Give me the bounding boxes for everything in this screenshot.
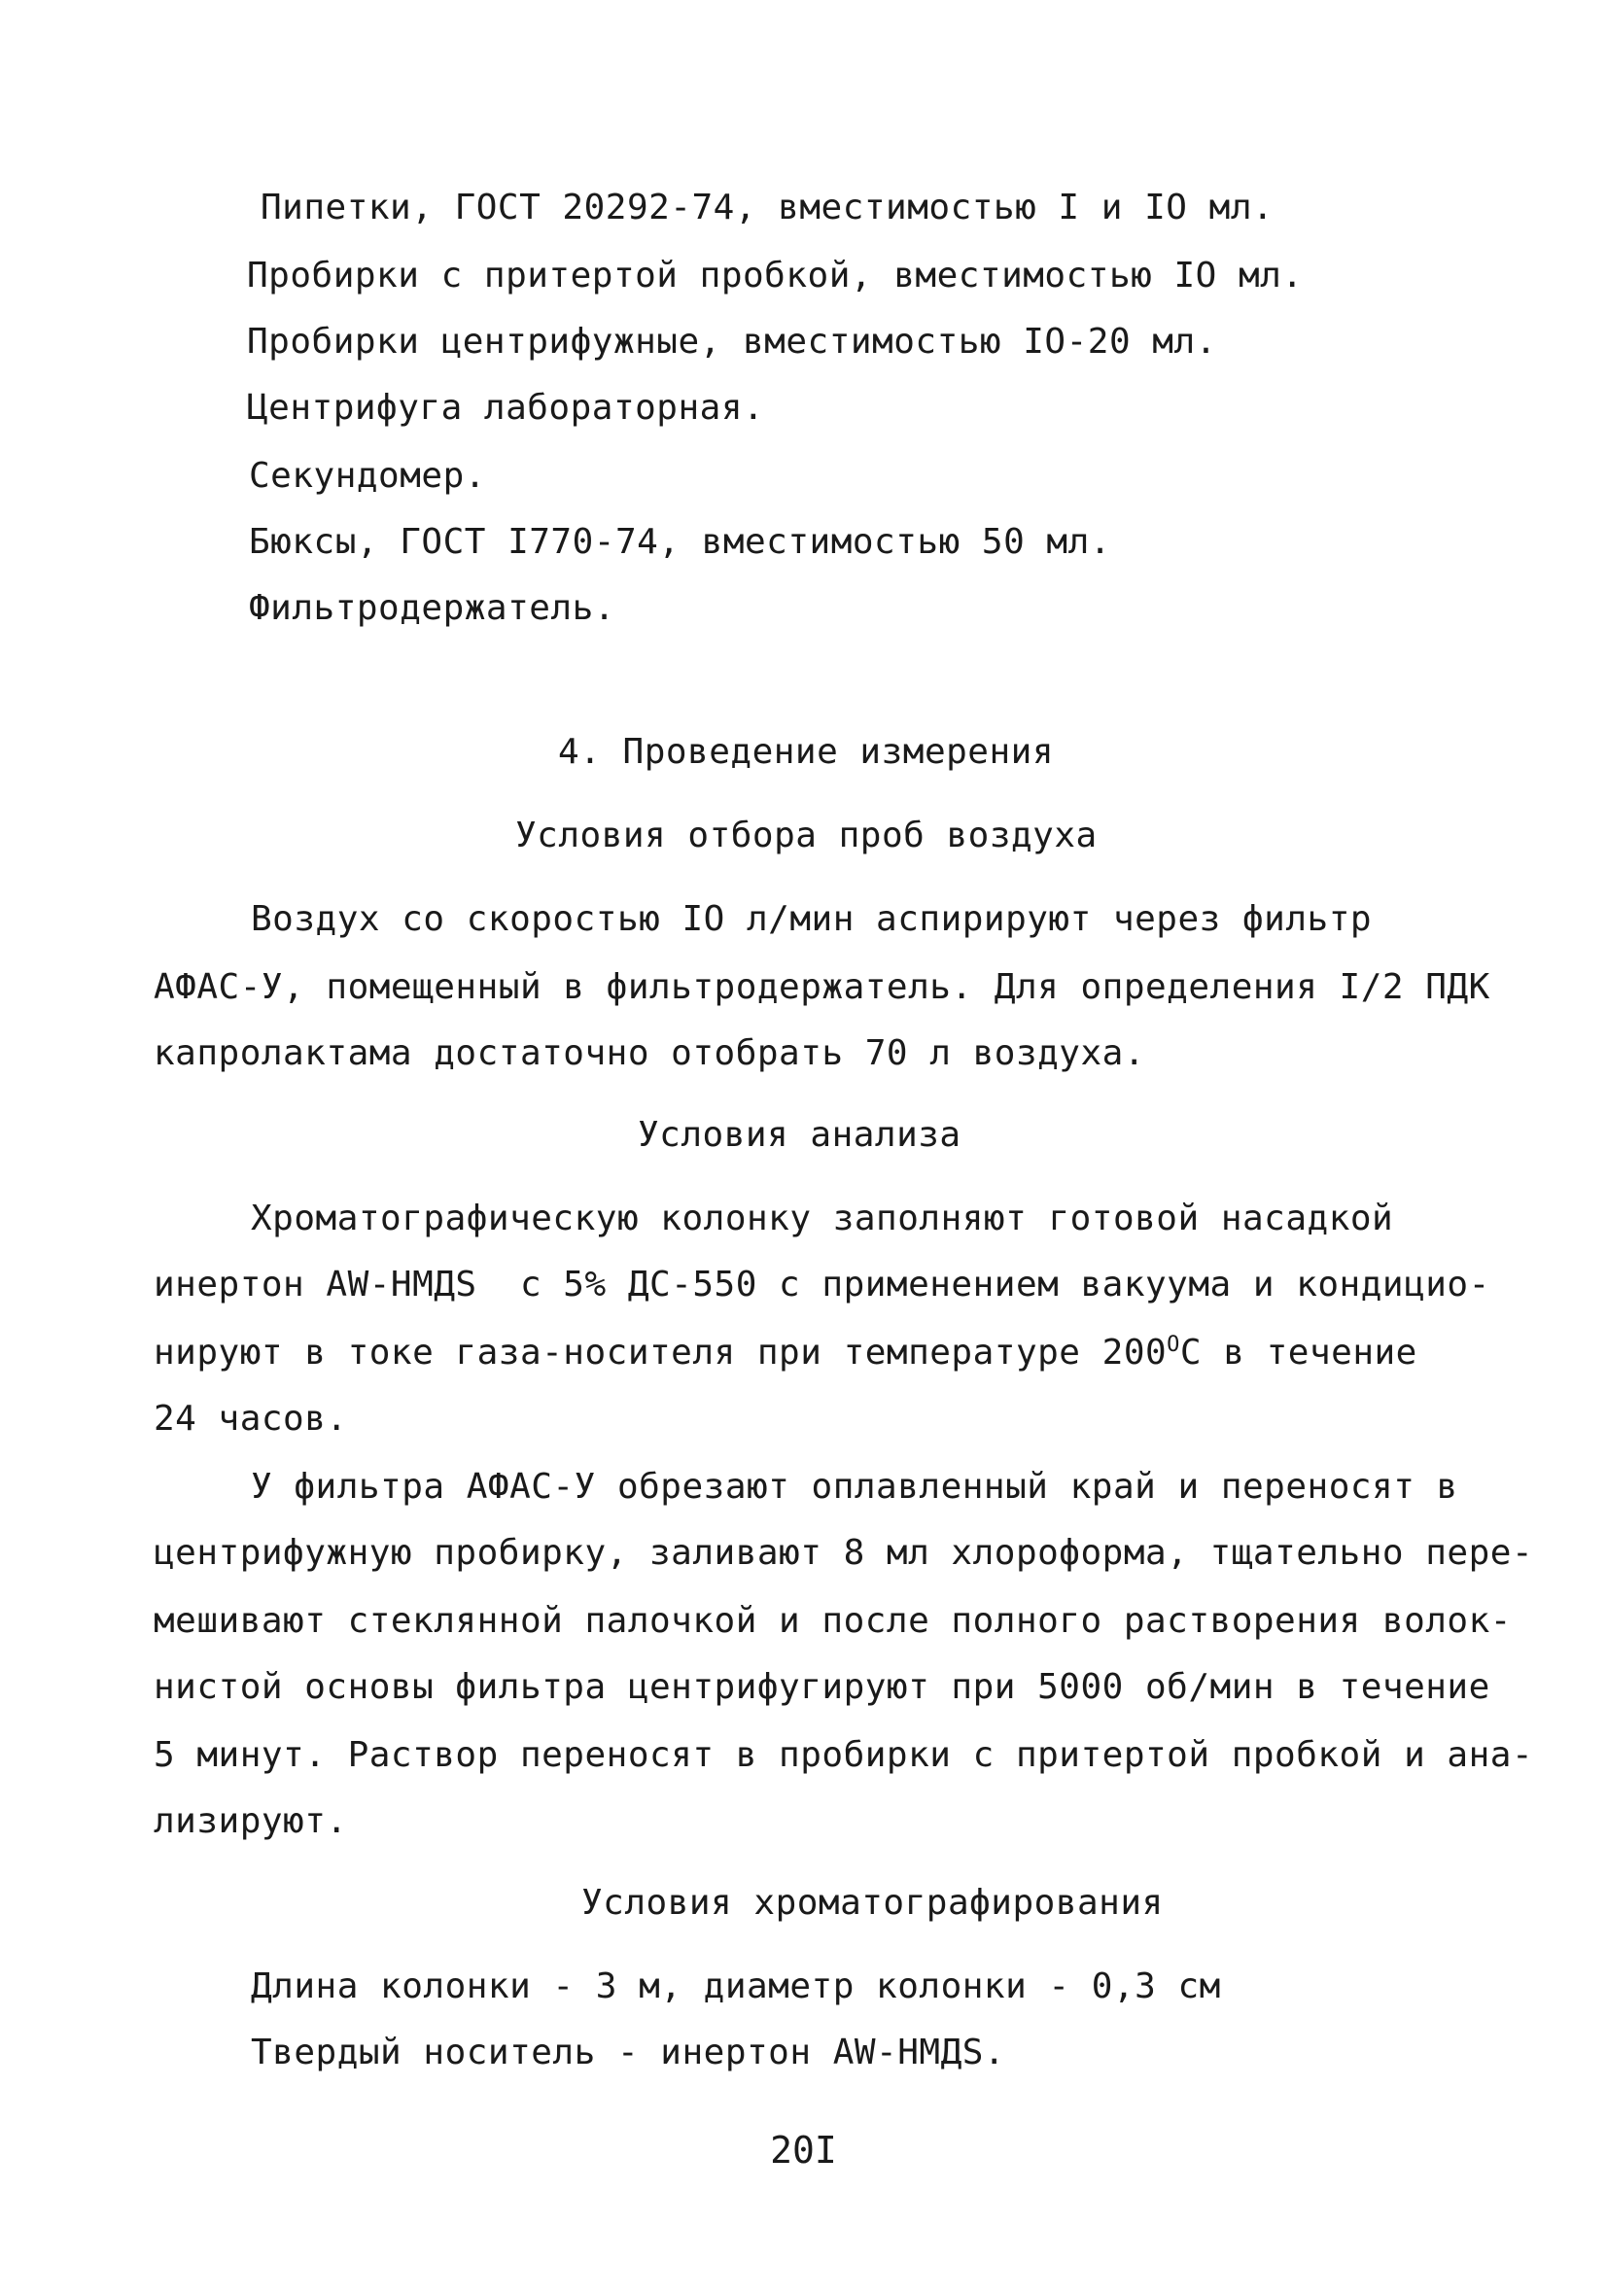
paragraph-line: лизируют. (154, 1801, 348, 1841)
chromatography-heading: Условия хроматографирования (581, 1883, 1164, 1923)
page-number: 20I (770, 2129, 837, 2172)
equipment-item: Центрифуга лабораторная. (247, 388, 765, 428)
paragraph-line: центрифужную пробирку, заливают 8 мл хлороформа, тщательно пере- (154, 1533, 1534, 1573)
paragraph-line: 5 минут. Раствор переносят в пробирки с притертой пробкой и ана- (154, 1735, 1534, 1775)
sampling-heading: Условия отбора проб воздуха (515, 816, 1098, 855)
paragraph-line: У фильтра АФАС-У обрезают оплавленный край и переносят в (251, 1467, 1458, 1507)
paragraph-line: мешивают стеклянной палочкой и после полного растворения волок- (154, 1601, 1512, 1641)
degree-sign: O (1167, 1333, 1180, 1357)
section-title: 4. Проведение измерения (558, 732, 1054, 772)
equipment-item: Фильтродержатель. (249, 588, 615, 628)
paragraph-line: Воздух со скоростью IO л/мин аспирируют через фильтр (251, 899, 1373, 939)
paragraph-line: Длина колонки - 3 м, диаметр колонки - 0,3 см (251, 1966, 1221, 2006)
paragraph-line: инертон AW-HMДS с 5% ДС-550 с применением вакуума и кондицио- (154, 1265, 1490, 1305)
equipment-item: Секундомер. (249, 456, 486, 496)
paragraph-line (154, 1332, 1417, 1374)
equipment-item: Пробирки центрифужные, вместимостью IO-20 мл. (247, 322, 1217, 362)
equipment-item: Пипетки, ГОСТ 20292-74, вместимостью I и IO мл. (261, 188, 1275, 227)
paragraph-line: нистой основы фильтра центрифугируют при 5000 об/мин в течение (154, 1667, 1490, 1707)
paragraph-line: Твердый носитель - инертон AW-HMДS. (251, 2033, 1006, 2072)
temperature-text: нируют в токе газа-носителя при температуре 200 (154, 1333, 1168, 1373)
analysis-heading: Условия анализа (638, 1115, 961, 1155)
paragraph-line: АФАС-У, помещенный в фильтродержатель. Для определения I/2 ПДК (154, 967, 1490, 1007)
temperature-tail: C в течение (1179, 1333, 1417, 1373)
paragraph-line: 24 часов. (154, 1399, 348, 1439)
equipment-item: Пробирки с притертой пробкой, вместимостью IO мл. (247, 256, 1304, 296)
equipment-item: Бюксы, ГОСТ I770-74, вместимостью 50 мл. (249, 522, 1111, 562)
paragraph-line: Хроматографическую колонку заполняют готовой насадкой (251, 1199, 1394, 1238)
paragraph-line: капролактама достаточно отобрать 70 л воздуха. (154, 1033, 1145, 1073)
